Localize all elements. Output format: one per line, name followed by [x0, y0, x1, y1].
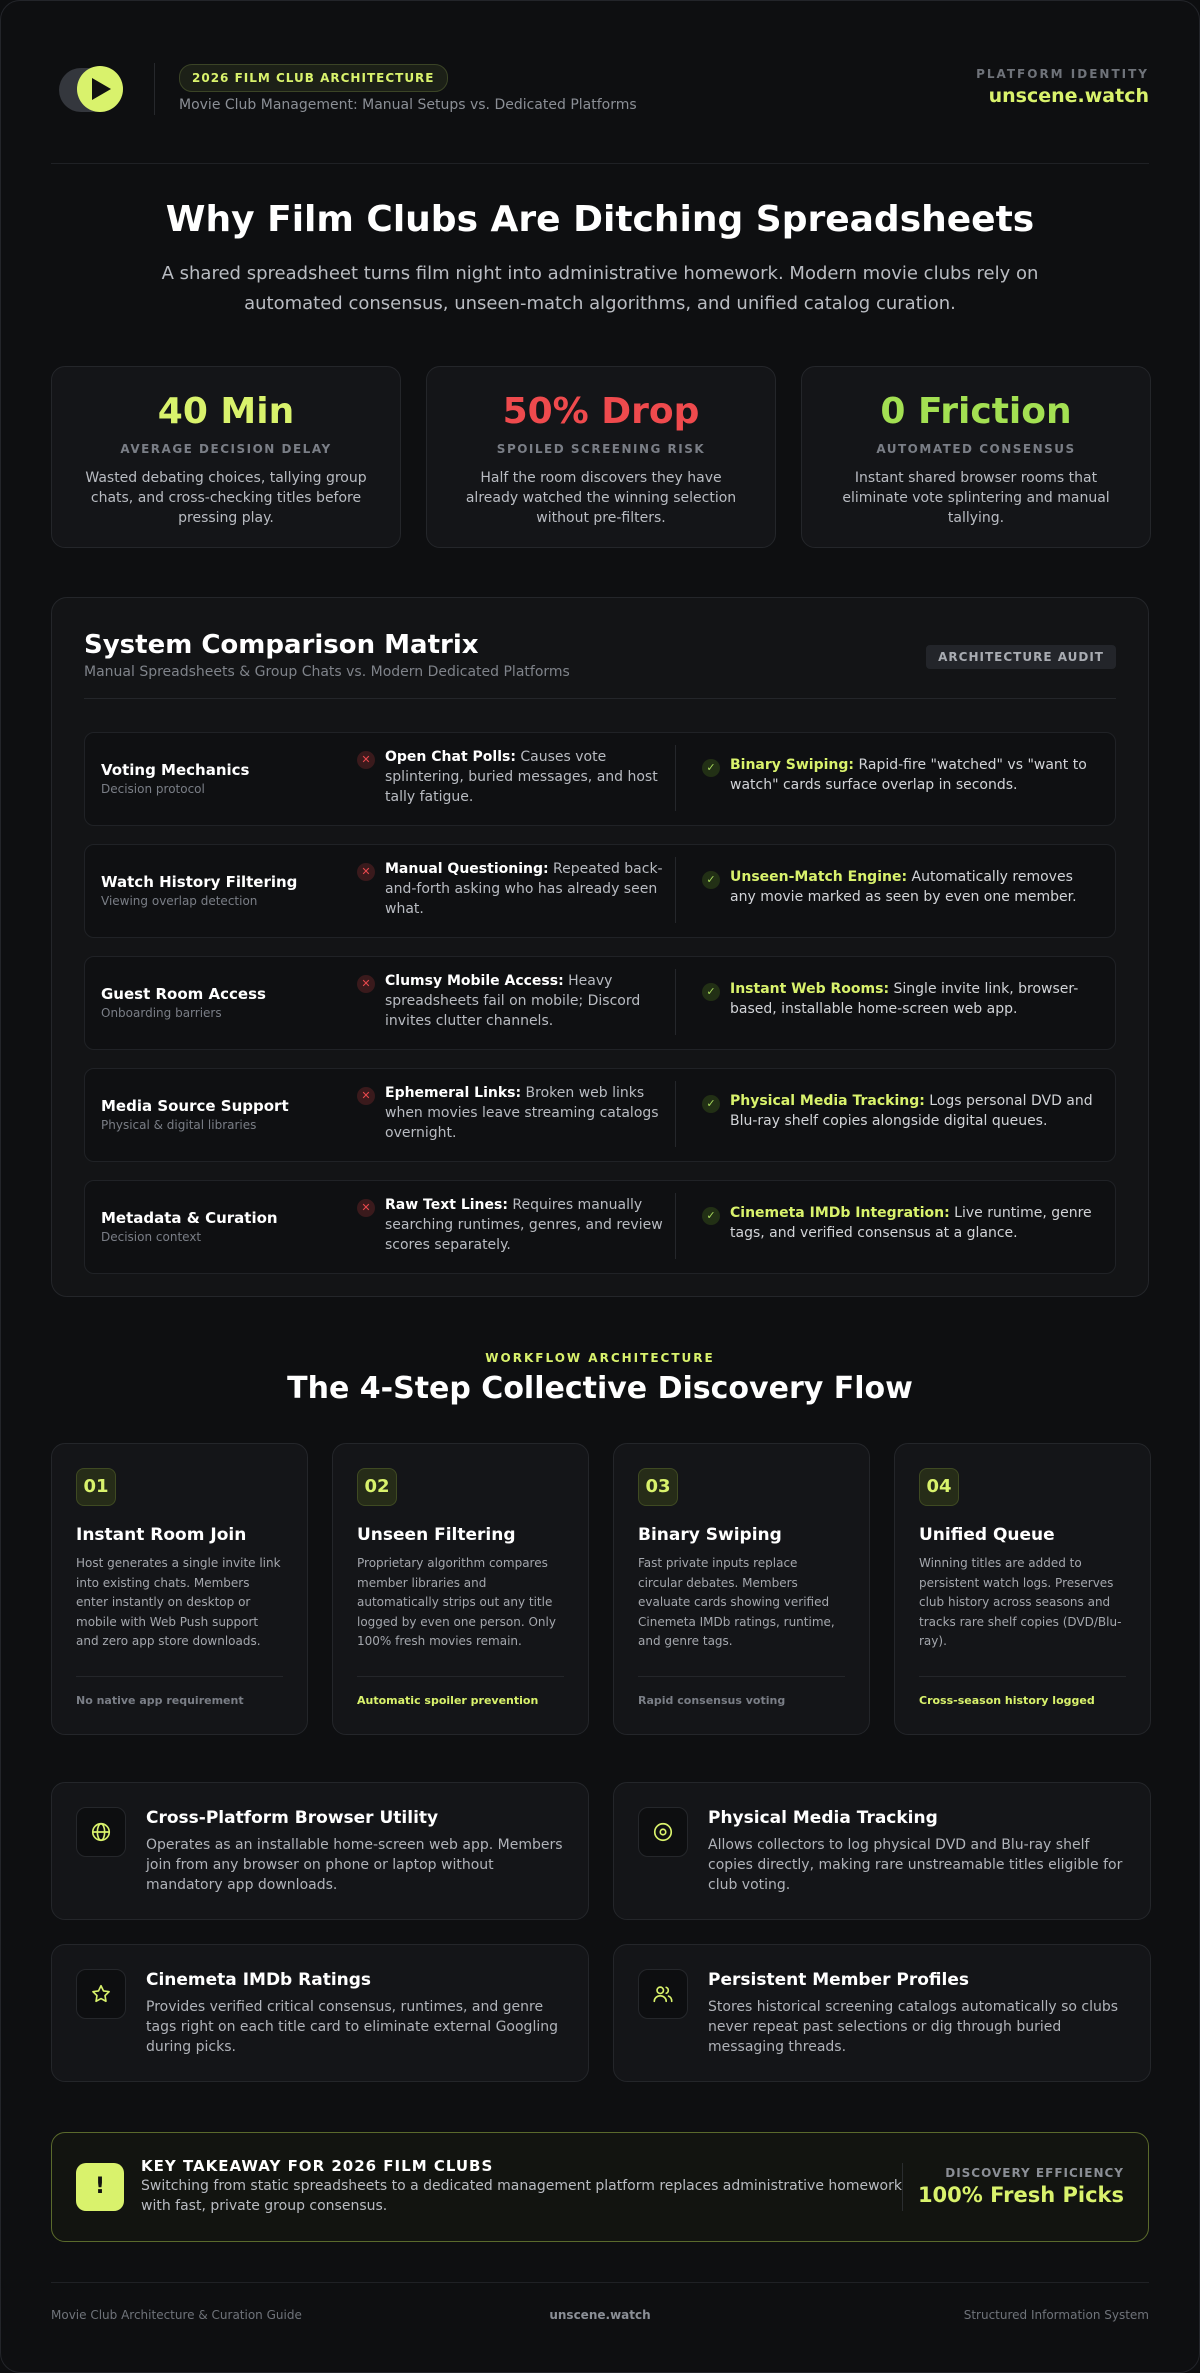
step-number: 03 [638, 1468, 678, 1506]
takeaway-title: KEY TAKEAWAY FOR 2026 FILM CLUBS [141, 2157, 494, 2175]
platform-approach [730, 755, 1095, 795]
feature-title: Physical Media Tracking [708, 1808, 938, 1828]
stat-description: Instant shared browser rooms that eliminate vote splintering and manual tallying. [842, 470, 1110, 526]
feature-card-physical-media [613, 1782, 1151, 1920]
row-label: Guest Room Access [101, 985, 266, 1003]
step-footnote: Rapid consensus voting [638, 1694, 786, 1707]
row-sublabel: Viewing overlap detection [101, 894, 258, 908]
stat-label: SPOILED SCREENING RISK [496, 442, 706, 456]
row-divider [675, 1193, 676, 1259]
manual-approach [385, 1195, 675, 1255]
step-divider [76, 1676, 283, 1677]
matrix-row-guest-access [84, 956, 1116, 1050]
step-title: Unseen Filtering [357, 1525, 516, 1545]
check-icon: ✓ [702, 871, 720, 889]
step-description: Winning titles are added to persistent watch logs. Preserves club history across seasons and tracks rare shelf copies (DVD/Blu-ray). [919, 1556, 1122, 1648]
manual-approach [385, 971, 675, 1031]
platform-approach [730, 1203, 1095, 1243]
feature-description: Stores historical screening catalogs automatically so clubs never repeat past selections or dig through buried messaging threads. [708, 1999, 1119, 2055]
matrix-row-history [84, 844, 1116, 938]
manual-text: Requires manually searching runtimes, genres, and review scores separately. [385, 1197, 663, 1253]
header-tag: 2026 FILM CLUB ARCHITECTURE [179, 64, 448, 92]
users-icon [638, 1969, 688, 2019]
stat-card-decision-delay [51, 366, 401, 548]
cross-icon: ✕ [357, 975, 375, 993]
row-label: Media Source Support [101, 1097, 289, 1115]
step-description: Proprietary algorithm compares member libraries and automatically strips out any title logged by even one person. Only 100% fresh movies remain. [357, 1556, 556, 1648]
stat-card-automated-consensus [801, 366, 1151, 548]
step-divider [357, 1676, 564, 1677]
platform-title: Physical Media Tracking: [730, 1093, 925, 1109]
row-label: Voting Mechanics [101, 761, 250, 779]
row-label: Metadata & Curation [101, 1209, 278, 1227]
platform-identity-label: PLATFORM IDENTITY [976, 67, 1149, 81]
feature-card-imdb-ratings [51, 1944, 589, 2082]
step-footnote: No native app requirement [76, 1694, 244, 1707]
row-divider [675, 969, 676, 1035]
feature-description: Operates as an installable home-screen web app. Members join from any browser on phone or laptop without mandatory app downloads. [146, 1837, 563, 1893]
manual-approach [385, 747, 675, 807]
page-title: Why Film Clubs Are Ditching Spreadsheets [165, 199, 1035, 240]
stat-card-spoiled-risk [426, 366, 776, 548]
disc-icon [638, 1807, 688, 1857]
step-description: Host generates a single invite link into existing chats. Members enter instantly on desktop or mobile with Web Push support and zero app store downloads. [76, 1556, 281, 1648]
step-divider [919, 1676, 1126, 1677]
row-sublabel: Onboarding barriers [101, 1006, 222, 1020]
check-icon: ✓ [702, 1207, 720, 1225]
step-card-room-join [51, 1443, 308, 1735]
matrix-row-metadata [84, 1180, 1116, 1274]
takeaway-description: Switching from static spreadsheets to a dedicated management platform replaces administrative homework with fast, private group consensus. [141, 2178, 902, 2214]
row-divider [675, 1081, 676, 1147]
play-icon [92, 78, 111, 100]
page-subtitle: A shared spreadsheet turns film night into administrative homework. Modern movie clubs rely on automated consensus, unseen-match algorithms, and unified catalog curation. [161, 263, 1039, 314]
platform-text: Rapid-fire "watched" vs "want to watch" cards surface overlap in seconds. [730, 757, 1087, 793]
matrix-title: System Comparison Matrix [84, 630, 479, 660]
footer-site-link[interactable]: unscene.watch [549, 2308, 651, 2322]
star-icon [76, 1969, 126, 2019]
comparison-matrix [51, 597, 1149, 1297]
matrix-subtitle: Manual Spreadsheets & Group Chats vs. Modern Dedicated Platforms [84, 664, 570, 680]
stat-label: AVERAGE DECISION DELAY [120, 442, 332, 456]
manual-text: Repeated back-and-forth asking who has already seen what. [385, 861, 663, 917]
step-number: 02 [357, 1468, 397, 1506]
stat-value: 50% Drop [502, 391, 700, 432]
step-number: 01 [76, 1468, 116, 1506]
platform-text: Live runtime, genre tags, and verified consensus at a glance. [730, 1205, 1092, 1241]
step-title: Binary Swiping [638, 1525, 782, 1545]
feature-title: Persistent Member Profiles [708, 1970, 970, 1990]
footer-divider [51, 2282, 1149, 2283]
platform-title: Binary Swiping: [730, 757, 855, 773]
page-content [51, 1, 1149, 2322]
platform-approach [730, 867, 1095, 907]
step-description: Fast private inputs replace circular debates. Members evaluate cards showing verified Cinemeta IMDb ratings, runtime, and genre tags. [638, 1556, 835, 1648]
workflow-kicker: WORKFLOW ARCHITECTURE [485, 1351, 715, 1365]
globe-icon [76, 1807, 126, 1857]
cross-icon: ✕ [357, 1087, 375, 1105]
feature-card-browser-utility [51, 1782, 589, 1920]
step-title: Unified Queue [919, 1525, 1055, 1545]
manual-title: Manual Questioning: [385, 861, 549, 877]
platform-title: Cinemeta IMDb Integration: [730, 1205, 950, 1221]
matrix-rows [84, 732, 1116, 1292]
step-footnote: Cross-season history logged [919, 1694, 1095, 1707]
logo [59, 66, 123, 114]
matrix-badge: ARCHITECTURE AUDIT [926, 645, 1116, 669]
alert-icon: ! [76, 2163, 124, 2211]
matrix-row-voting [84, 732, 1116, 826]
metric-label: DISCOVERY EFFICIENCY [945, 2166, 1124, 2180]
step-number: 04 [919, 1468, 959, 1506]
feature-card-member-profiles [613, 1944, 1151, 2082]
row-divider [675, 857, 676, 923]
step-divider [638, 1676, 845, 1677]
cross-icon: ✕ [357, 863, 375, 881]
platform-title: Unseen-Match Engine: [730, 869, 908, 885]
feature-description: Provides verified critical consensus, runtimes, and genre tags right on each title card to eliminate external Googling during picks. [146, 1999, 558, 2055]
platform-identity-link[interactable]: unscene.watch [988, 85, 1149, 107]
manual-approach [385, 859, 675, 919]
check-icon: ✓ [702, 983, 720, 1001]
feature-description: Allows collectors to log physical DVD and Blu-ray shelf copies directly, making rare unstreamable titles eligible for club voting. [708, 1837, 1123, 1893]
stat-label: AUTOMATED CONSENSUS [876, 442, 1076, 456]
header-subtitle: Movie Club Management: Manual Setups vs. Dedicated Platforms [179, 97, 637, 113]
footer-right-text: Structured Information System [963, 2308, 1149, 2322]
stat-value: 0 Friction [880, 391, 1072, 432]
feature-title: Cross-Platform Browser Utility [146, 1808, 439, 1828]
metric-value: 100% Fresh Picks [917, 2183, 1124, 2207]
cross-icon: ✕ [357, 1199, 375, 1217]
row-divider [675, 745, 676, 811]
header-divider [154, 63, 155, 115]
stats-row [51, 366, 1149, 548]
row-sublabel: Decision context [101, 1230, 202, 1244]
step-footnote: Automatic spoiler prevention [357, 1694, 539, 1707]
platform-approach [730, 979, 1095, 1019]
takeaway-divider [902, 2163, 903, 2211]
workflow-title: The 4-Step Collective Discovery Flow [287, 1371, 913, 1406]
matrix-divider [84, 698, 1116, 699]
platform-approach [730, 1091, 1095, 1131]
manual-text: Heavy spreadsheets fail on mobile; Discord invites clutter channels. [385, 973, 641, 1029]
manual-title: Raw Text Lines: [385, 1197, 508, 1213]
cross-icon: ✕ [357, 751, 375, 769]
platform-title: Instant Web Rooms: [730, 981, 890, 997]
header [51, 1, 1149, 164]
platform-text: Logs personal DVD and Blu-ray shelf copies alongside digital queues. [730, 1093, 1093, 1129]
step-card-unified-queue [894, 1443, 1151, 1735]
manual-title: Ephemeral Links: [385, 1085, 522, 1101]
manual-title: Clumsy Mobile Access: [385, 973, 564, 989]
platform-text: Single invite link, browser-based, installable home-screen web app. [730, 981, 1079, 1017]
row-label: Watch History Filtering [101, 873, 298, 891]
platform-text: Automatically removes any movie marked as seen by even one member. [730, 869, 1077, 905]
key-takeaway [51, 2132, 1149, 2242]
row-sublabel: Physical & digital libraries [101, 1118, 257, 1132]
step-title: Instant Room Join [76, 1525, 247, 1545]
stat-description: Half the room discovers they have already watched the winning selection without pre-filters. [465, 470, 737, 526]
manual-title: Open Chat Polls: [385, 749, 516, 765]
row-sublabel: Decision protocol [101, 782, 205, 796]
stat-description: Wasted debating choices, tallying group chats, and cross-checking titles before pressing play. [85, 470, 367, 526]
manual-approach [385, 1083, 675, 1143]
feature-title: Cinemeta IMDb Ratings [146, 1970, 372, 1990]
step-card-binary-swiping [613, 1443, 870, 1735]
manual-text: Broken web links when movies leave streaming catalogs overnight. [385, 1085, 659, 1141]
workflow-steps [51, 1443, 1149, 1733]
check-icon: ✓ [702, 1095, 720, 1113]
manual-text: Causes vote splintering, buried messages, and host tally fatigue. [385, 749, 658, 805]
step-card-unseen-filtering [332, 1443, 589, 1735]
matrix-row-media-source [84, 1068, 1116, 1162]
stat-value: 40 Min [157, 391, 295, 432]
check-icon: ✓ [702, 759, 720, 777]
footer-left-text: Movie Club Architecture & Curation Guide [51, 2308, 302, 2322]
